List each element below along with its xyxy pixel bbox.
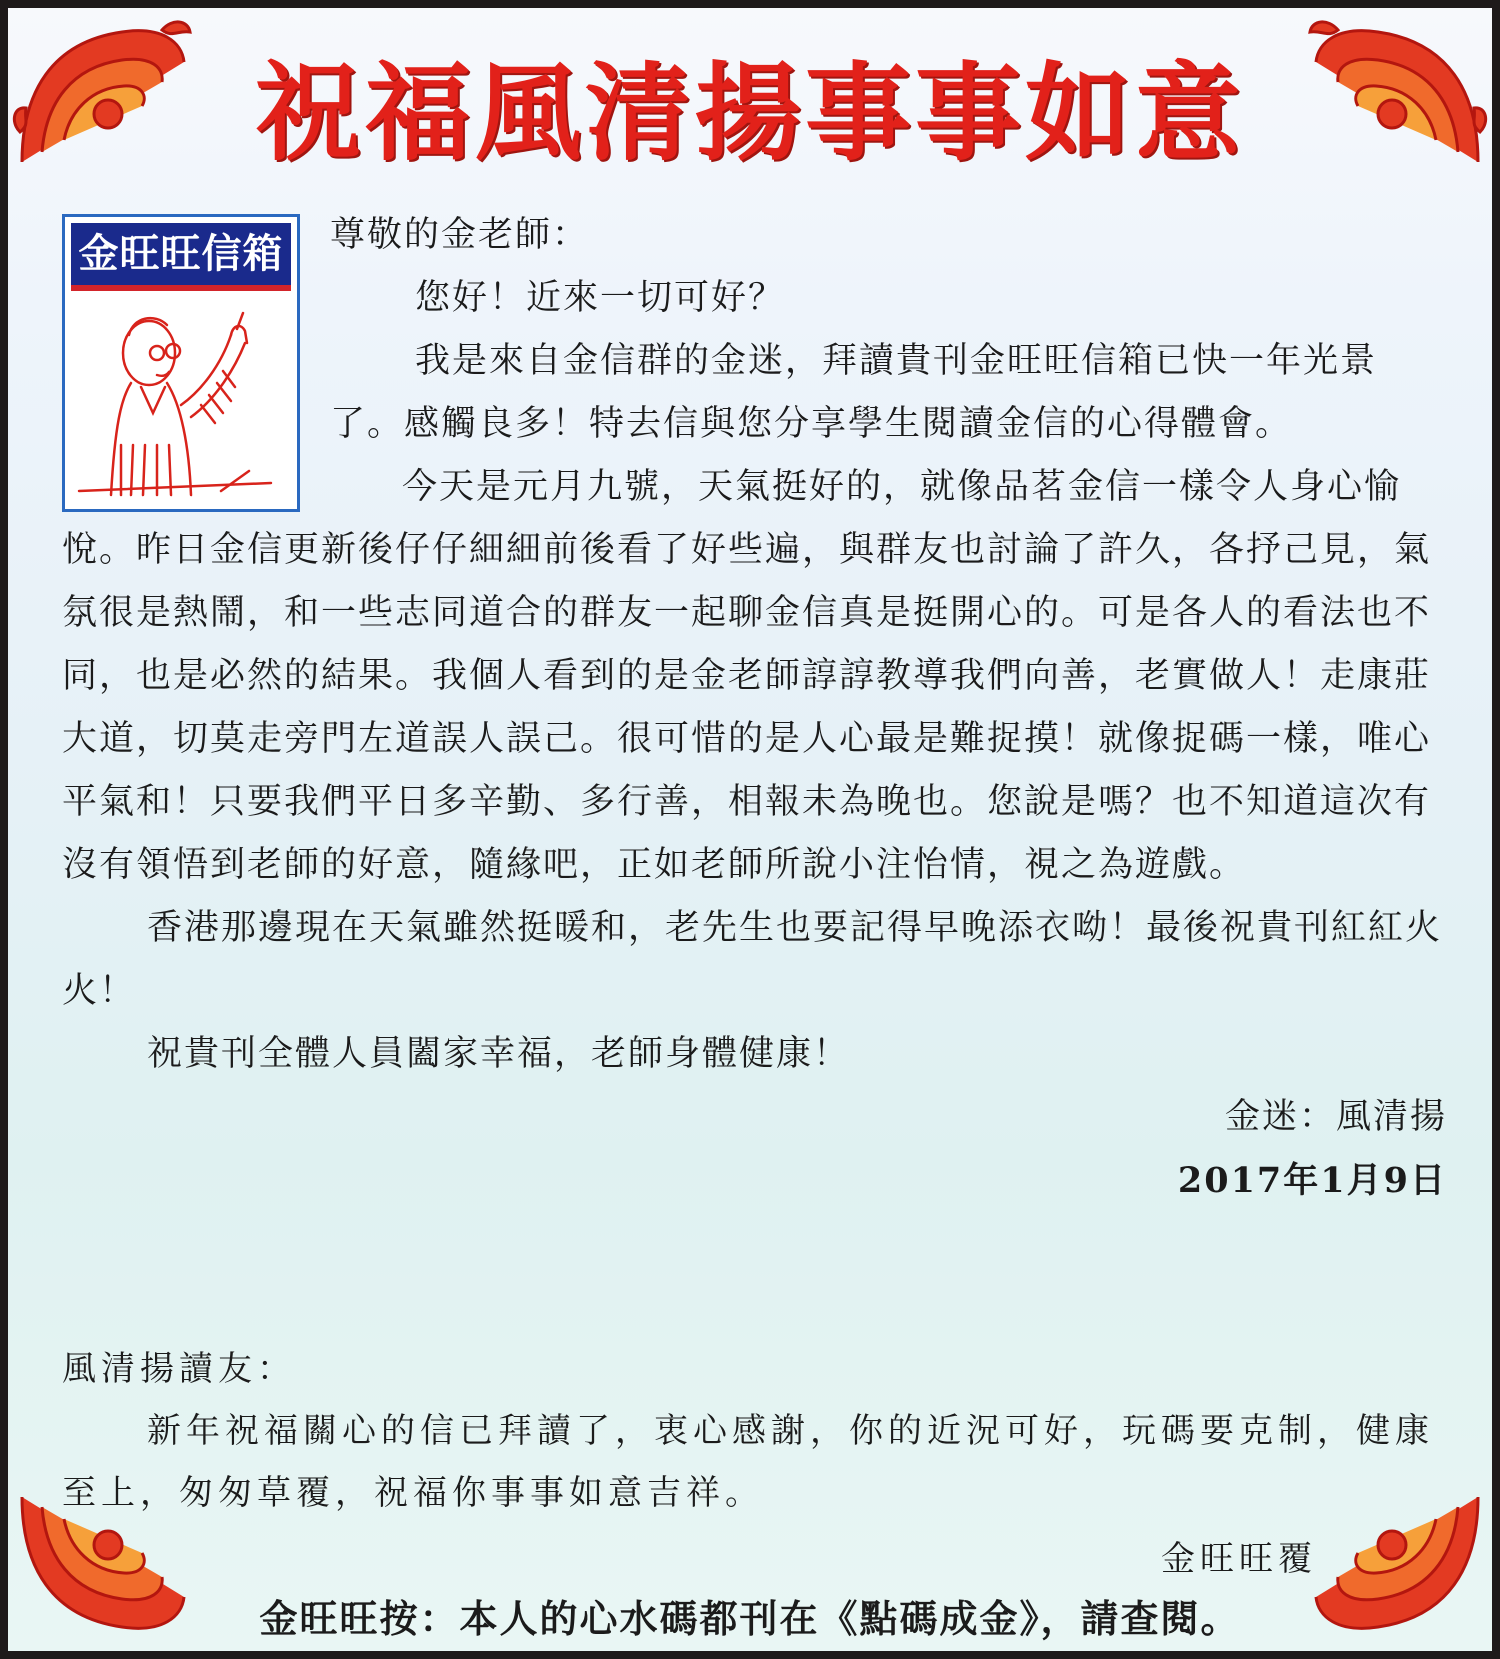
letter-greeting: 您好！近來一切可好？ [415,278,786,318]
reply-body: 新年祝福關心的信已拜讀了，衷心感謝，你的近況可好，玩碼要克制，健康至上，匆匆草覆，祝福你事事如意吉祥。 [62,1411,1434,1513]
letter-paragraph-4: 祝貴刊全體人員闔家幸福，老師身體健康！ [147,1034,851,1074]
reply-signature: 金旺旺覆 [1161,1539,1317,1579]
badge-label: 金旺旺信箱 [71,223,291,285]
letter-opening [62,204,1447,456]
letter-paragraph-1: 我是來自金信群的金迷，拜讀貴刊金旺旺信箱已快一年光景了。感觸良多！特去信與您分享學生閱讀金信的心得體會。 [330,341,1378,444]
reply-block [62,1338,1447,1590]
letter-paragraph-3: 香港那邊現在天氣雖然挺暖和，老先生也要記得早晚添衣呦！最後祝貴刊紅紅火火！ [62,908,1443,1011]
letter-signature: 金迷：風清揚 [1224,1097,1447,1137]
letter-body [62,204,1447,1212]
letter-date: 2017年1月9日 [1177,1160,1447,1201]
letter-paragraph-2: 今天是元月九號，天氣挺好的，就像品茗金信一樣令人身心愉悅。昨日金信更新後仔仔細細前後看了好些遍，與群友也討論了許久，各抒己見，氣氛很是熱鬧，和一些志同道合的群友一起聊金信真是挺開心的。可是各人的看法也不同，也是必然的結果。我個人看到的是金老師諄諄教導我們向善，老實做人！走康莊大道，切莫走旁門左道誤人誤己。很可惜的是人心最是難捉摸！就像捉碼一樣，唯心平氣和！只要我們平日多辛勤、多行善，相報未為晚也。您說是嗎？也不知道這次有沒有領悟到老師的好意，隨緣吧，正如老師所說小注怡情，視之為遊戲。 [62,467,1432,885]
page-title: 祝福風清揚事事如意 [255,50,1245,175]
letter-salutation: 尊敬的金老師： [330,215,590,255]
reply-salutation: 風清揚讀友： [62,1349,296,1389]
footer-note: 金旺旺按：本人的心水碼都刊在《點碼成金》，請查閱。 [259,1597,1241,1641]
